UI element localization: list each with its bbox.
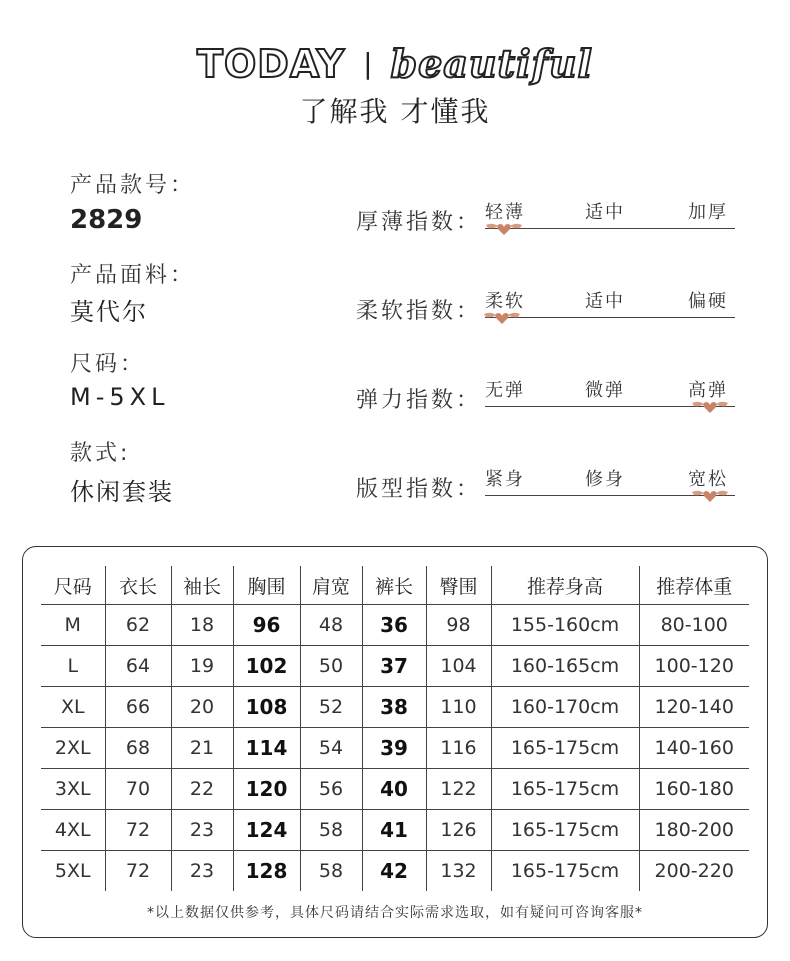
table-row	[41, 810, 749, 851]
brand-beautiful: beautiful	[390, 41, 593, 86]
table-cell: 165-175cm	[491, 769, 639, 810]
table-cell: 132	[426, 851, 491, 892]
col-weight: 推荐体重	[639, 566, 749, 605]
meter-option-slight-stretch: 微弹	[585, 380, 625, 401]
table-cell: 180-200	[639, 810, 749, 851]
table-cell: 58	[300, 810, 362, 851]
table-cell: 165-175cm	[491, 810, 639, 851]
table-cell: 42	[362, 851, 426, 892]
table-cell: 160-165cm	[491, 646, 639, 687]
meter-option-high-stretch: 高弹	[688, 380, 728, 401]
table-cell: 19	[171, 646, 233, 687]
table-cell: 23	[171, 810, 233, 851]
spec-value-type: 休闲套装	[70, 478, 174, 506]
table-cell: 5XL	[54, 860, 91, 882]
col-size: 尺码	[41, 566, 105, 605]
table-cell: XL	[41, 687, 105, 728]
brand-header	[0, 40, 790, 92]
table-cell: 39	[362, 728, 426, 769]
table-cell: 116	[426, 728, 491, 769]
table-cell: 165-175cm	[491, 728, 639, 769]
table-cell: 124	[233, 810, 300, 851]
meter-option-firm: 偏硬	[688, 291, 728, 312]
col-shoulder: 肩宽	[300, 566, 362, 605]
heart-wing-indicator-icon	[690, 398, 730, 414]
table-cell: 200-220	[639, 851, 749, 892]
table-cell: 36	[362, 605, 426, 646]
table-row	[41, 851, 749, 892]
table-cell: 114	[233, 728, 300, 769]
table-row	[41, 605, 749, 646]
table-cell: 52	[300, 687, 362, 728]
table-cell: 96	[233, 605, 300, 646]
table-row	[41, 646, 749, 687]
size-table	[41, 566, 749, 891]
brand-today: TODAY	[197, 42, 346, 86]
meter-option-no-stretch: 无弹	[485, 380, 525, 401]
table-row	[41, 687, 749, 728]
meter-option-thin: 轻薄	[485, 202, 525, 223]
table-cell: L	[41, 646, 105, 687]
spec-label-fabric: 产品面料：	[70, 263, 196, 288]
spec-label-type: 款式:	[70, 441, 131, 466]
table-cell: 155-160cm	[491, 605, 639, 646]
table-cell: 104	[426, 646, 491, 687]
meter-option-medium: 适中	[585, 202, 625, 223]
spec-value-fabric: 莫代尔	[70, 298, 148, 326]
table-cell: 37	[362, 646, 426, 687]
table-cell: 40	[362, 769, 426, 810]
table-cell: 48	[300, 605, 362, 646]
table-cell: 80-100	[639, 605, 749, 646]
table-cell: 70	[105, 769, 171, 810]
footnote: *以上数据仅供参考，具体尺码请结合实际需求选取，如有疑问可咨询客服*	[147, 905, 643, 921]
table-row	[41, 769, 749, 810]
table-cell: 68	[105, 728, 171, 769]
col-pants-length: 裤长	[362, 566, 426, 605]
table-cell: 128	[233, 851, 300, 892]
table-cell: 160-180	[639, 769, 749, 810]
table-cell: 108	[233, 687, 300, 728]
meter-label-elasticity: 弹力指数：	[356, 388, 482, 413]
table-cell: 54	[300, 728, 362, 769]
table-cell: 2XL	[41, 728, 105, 769]
table-cell: 50	[300, 646, 362, 687]
col-length: 衣长	[105, 566, 171, 605]
heart-wing-indicator-icon	[690, 487, 730, 503]
meter-label-fit: 版型指数：	[356, 477, 482, 502]
col-hip: 臀围	[426, 566, 491, 605]
col-height: 推荐身高	[491, 566, 639, 605]
table-cell: 122	[426, 769, 491, 810]
table-cell: 100-120	[639, 646, 749, 687]
table-cell: 56	[300, 769, 362, 810]
table-cell: 62	[105, 605, 171, 646]
spec-label-style-no: 产品款号：	[70, 173, 196, 198]
table-cell: 22	[171, 769, 233, 810]
table-cell: 18	[171, 605, 233, 646]
meter-line	[485, 317, 735, 318]
meter-option-medium: 适中	[585, 291, 625, 312]
meter-label-softness: 柔软指数：	[356, 299, 482, 324]
heart-wing-indicator-icon	[484, 220, 524, 236]
table-cell: 110	[426, 687, 491, 728]
table-cell: 64	[105, 646, 171, 687]
table-cell: 160-170cm	[491, 687, 639, 728]
col-chest: 胸围	[233, 566, 300, 605]
table-cell: 126	[426, 810, 491, 851]
table-cell: 66	[105, 687, 171, 728]
table-cell: 21	[171, 728, 233, 769]
table-cell: 41	[362, 810, 426, 851]
table-cell: 165-175cm	[491, 851, 639, 892]
meter-option-slim: 修身	[585, 469, 625, 490]
slogan: 了解我 才懂我	[299, 95, 491, 128]
table-cell: M	[41, 605, 105, 646]
table-cell: 72	[105, 810, 171, 851]
meter-option-tight: 紧身	[485, 469, 525, 490]
table-row	[41, 728, 749, 769]
spec-label-size: 尺码：	[70, 352, 146, 377]
meter-option-loose: 宽松	[688, 469, 728, 490]
table-cell: 3XL	[41, 769, 105, 810]
table-cell: 20	[171, 687, 233, 728]
table-cell: 4XL	[41, 810, 105, 851]
table-cell: 140-160	[639, 728, 749, 769]
meter-label-thickness: 厚薄指数：	[356, 210, 482, 235]
heart-wing-indicator-icon	[482, 309, 522, 325]
table-header-row	[41, 566, 749, 605]
table-cell: 38	[362, 687, 426, 728]
table-cell: 120-140	[639, 687, 749, 728]
table-cell: 98	[426, 605, 491, 646]
table-cell: 58	[300, 851, 362, 892]
brand-separator: |	[363, 47, 373, 80]
spec-value-size: M-5XL	[70, 383, 170, 411]
col-sleeve: 袖长	[171, 566, 233, 605]
table-cell: 102	[233, 646, 300, 687]
meter-option-thick: 加厚	[688, 202, 728, 223]
table-cell: 120	[233, 769, 300, 810]
spec-value-style-no: 2829	[70, 205, 143, 235]
meter-option-soft: 柔软	[485, 291, 525, 312]
table-cell: 72	[105, 851, 171, 892]
table-cell: 23	[171, 851, 233, 892]
